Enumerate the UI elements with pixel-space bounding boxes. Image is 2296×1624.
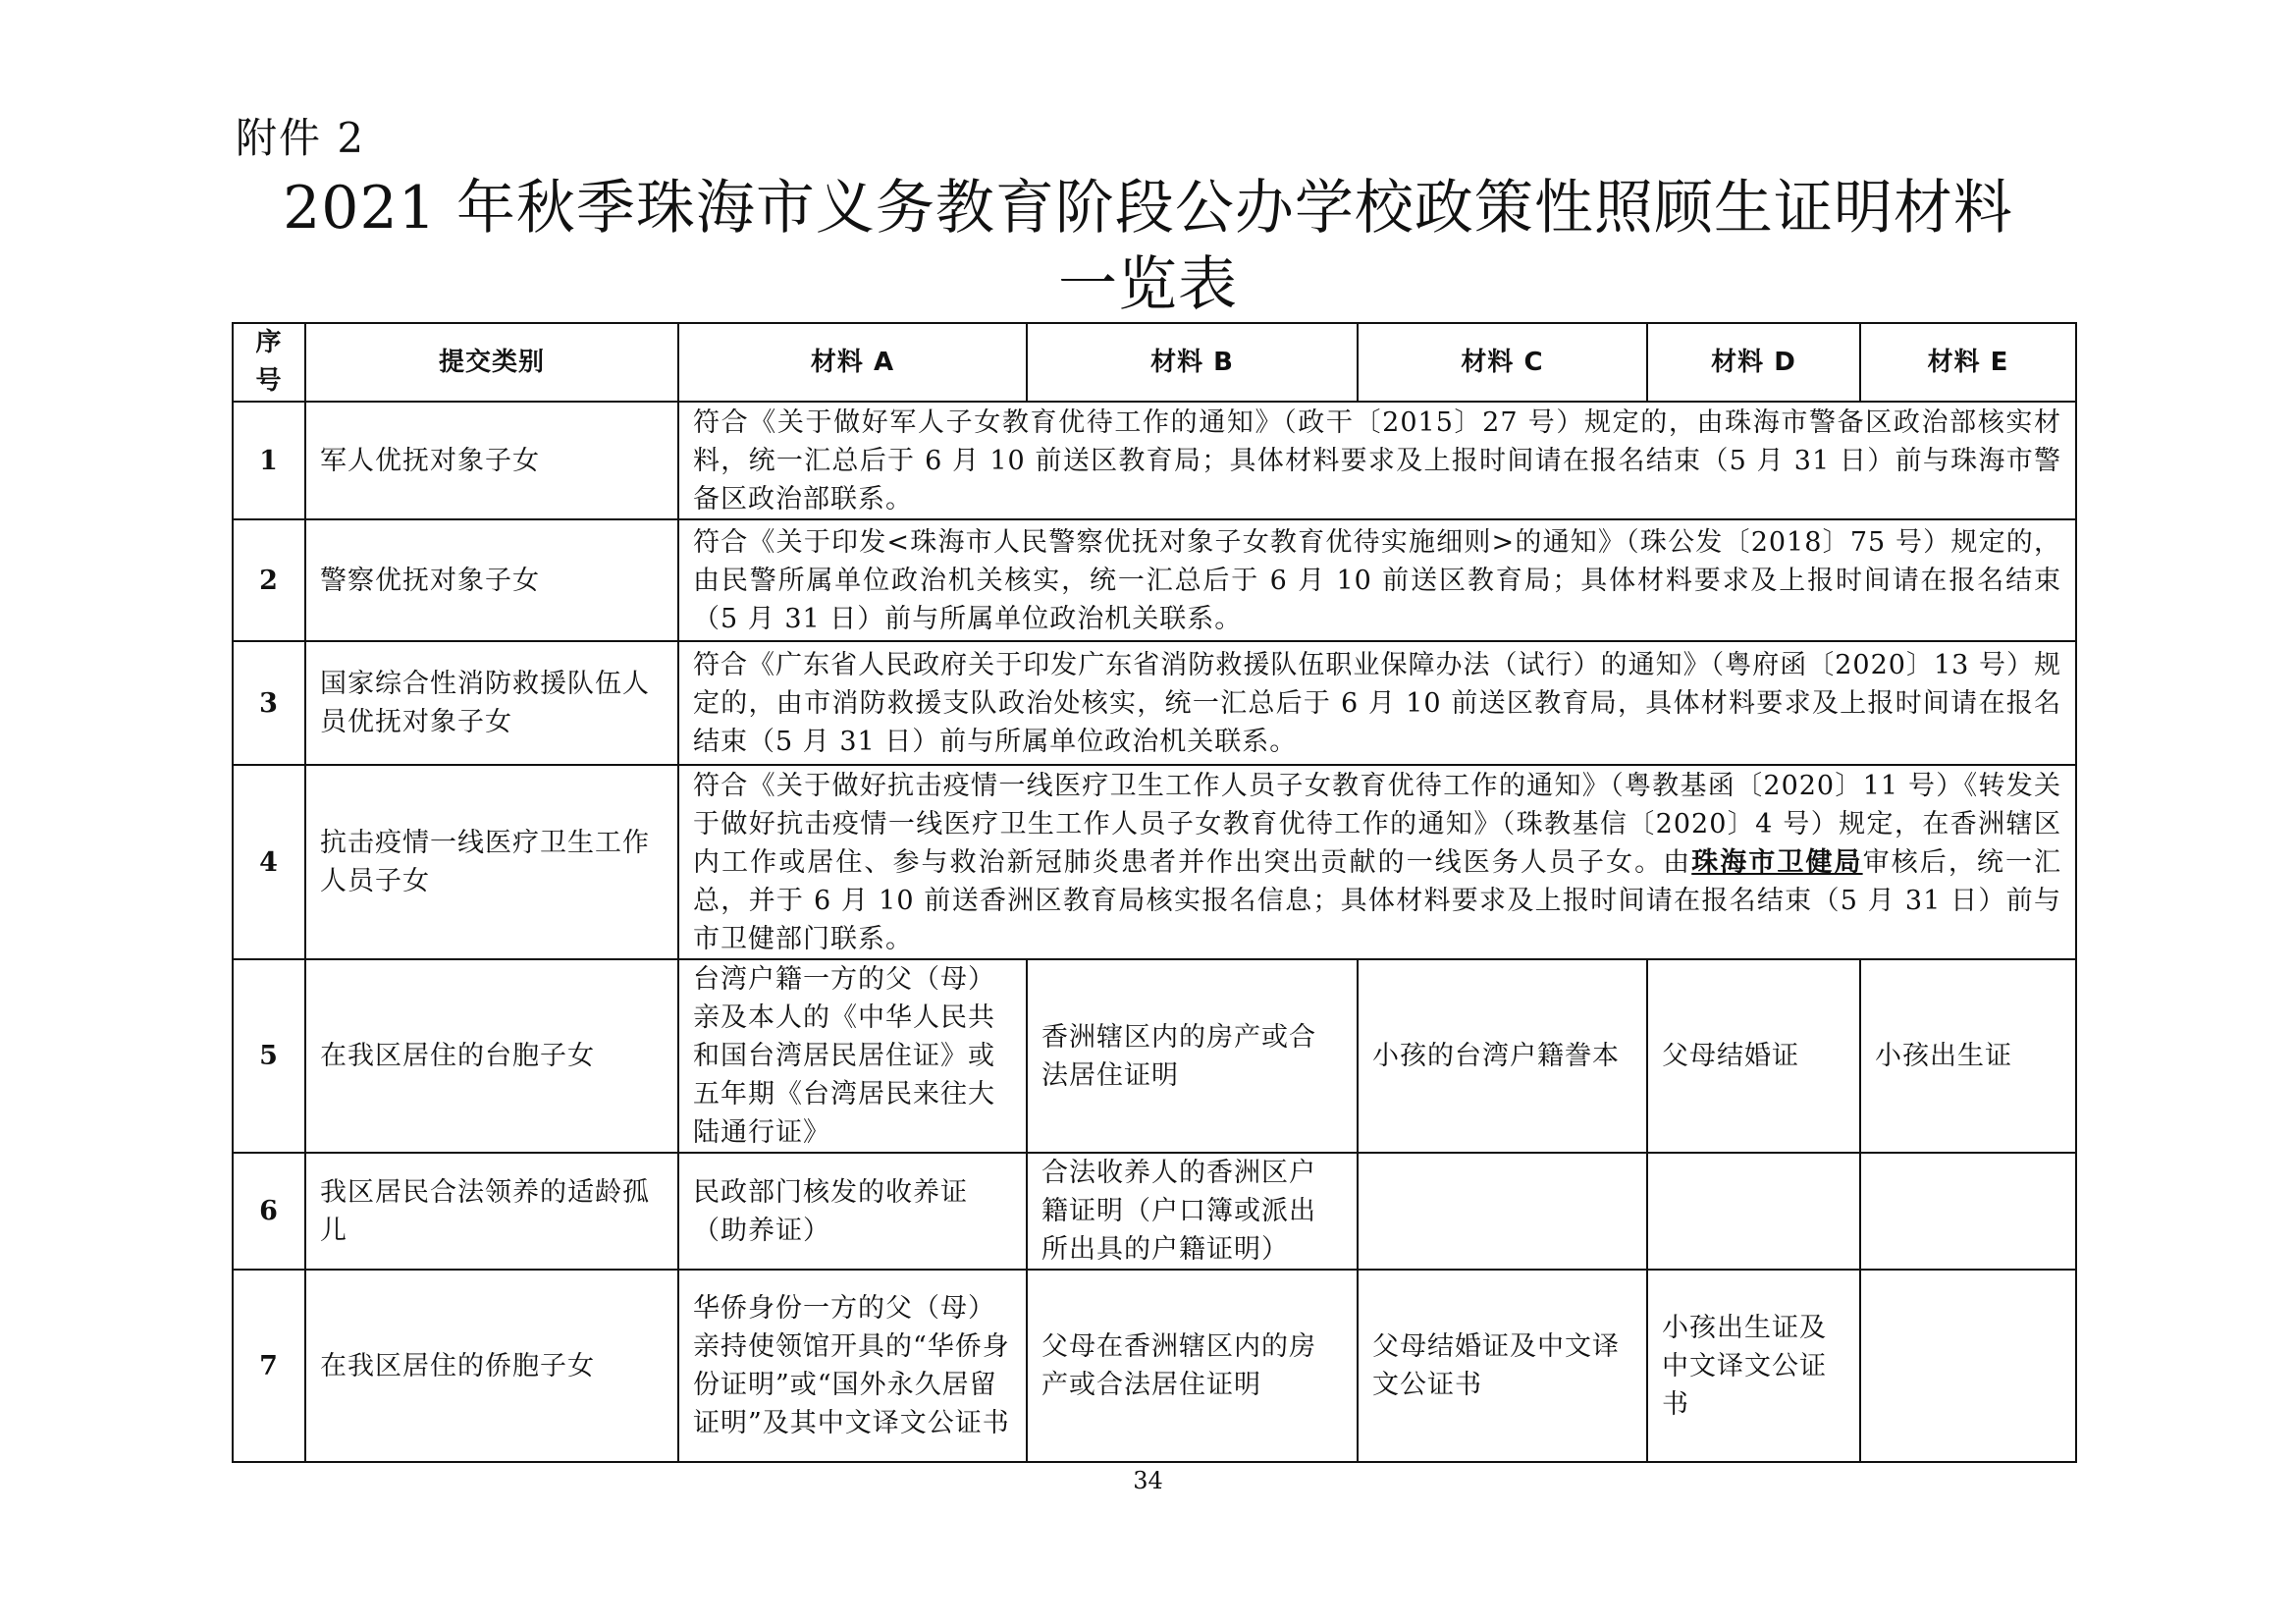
row-category: 国家综合性消防救援队伍人员优抚对象子女 — [305, 641, 678, 765]
materials-table — [232, 322, 2077, 1463]
row-merged-requirement: 符合《关于做好军人子女教育优待工作的通知》（政干〔2015〕27 号）规定的，由珠海市警备区政治部核实材料，统一汇总后于 6 月 10 前送区教育局；具体材料要求及上报时间请在报名结束（5 月 31 日）前与珠海市警备区政治部联系。 — [678, 402, 2076, 519]
table-row — [233, 1153, 2076, 1270]
header-material-c: 材料 C — [1358, 323, 1647, 402]
cell-material-d: 父母结婚证 — [1647, 959, 1860, 1153]
row-category: 我区居民合法领养的适龄孤儿 — [305, 1153, 678, 1270]
header-material-a: 材料 A — [678, 323, 1027, 402]
cell-material-a: 民政部门核发的收养证（助养证） — [678, 1153, 1027, 1270]
header-material-d: 材料 D — [1647, 323, 1860, 402]
cell-material-b: 香洲辖区内的房产或合法居住证明 — [1027, 959, 1358, 1153]
requirement-text: 符合《关于做好抗击疫情一线医疗卫生工作人员子女教育优待工作的通知》（粤教基函〔2020〕11 号）《转发关于做好抗击疫情一线医疗卫生工作人员子女教育优待工作的通知》（珠教基信〔2020〕4 号）规定，在香洲辖区内工作或居住、参与救治新冠肺炎患者并作出突出贡献的一线医务人员子女。由 — [693, 770, 2061, 878]
row-number: 2 — [233, 519, 305, 641]
authority-emphasis: 珠海市卫健局 — [1691, 846, 1863, 878]
row-number: 6 — [233, 1153, 305, 1270]
cell-material-a: 台湾户籍一方的父（母）亲及本人的《中华人民共和国台湾居民居住证》或五年期《台湾居民来往大陆通行证》 — [678, 959, 1027, 1153]
row-merged-requirement — [678, 765, 2076, 959]
page-number: 34 — [1133, 1467, 1163, 1494]
cell-material-c: 父母结婚证及中文译文公证书 — [1358, 1270, 1647, 1462]
document-title-line2: 一览表 — [1058, 250, 1238, 319]
cell-material-e: 小孩出生证 — [1860, 959, 2076, 1153]
cell-material-a: 华侨身份一方的父（母）亲持使领馆开具的“华侨身份证明”或“国外永久居留证明”及其中文译文公证书 — [678, 1270, 1027, 1462]
row-number: 3 — [233, 641, 305, 765]
row-category: 军人优抚对象子女 — [305, 402, 678, 519]
row-merged-requirement: 符合《关于印发<珠海市人民警察优抚对象子女教育优待实施细则>的通知》（珠公发〔2018〕75 号）规定的，由民警所属单位政治机关核实，统一汇总后于 6 月 10 前送区教育局；具体材料要求及上报时间请在报名结束（5 月 31 日）前与所属单位政治机关联系。 — [678, 519, 2076, 641]
cell-material-c — [1358, 1153, 1647, 1270]
cell-material-b: 父母在香洲辖区内的房产或合法居住证明 — [1027, 1270, 1358, 1462]
row-merged-requirement: 符合《广东省人民政府关于印发广东省消防救援队伍职业保障办法（试行）的通知》（粤府函〔2020〕13 号）规定的，由市消防救援支队政治处核实，统一汇总后于 6 月 10 前送区教育局，具体材料要求及上报时间请在报名结束（5 月 31 日）前与所属单位政治机关联系。 — [678, 641, 2076, 765]
row-category: 在我区居住的台胞子女 — [305, 959, 678, 1153]
table-row — [233, 641, 2076, 765]
row-category: 警察优抚对象子女 — [305, 519, 678, 641]
cell-material-e — [1860, 1270, 2076, 1462]
header-material-e: 材料 E — [1860, 323, 2076, 402]
row-category: 在我区居住的侨胞子女 — [305, 1270, 678, 1462]
table-row — [233, 519, 2076, 641]
header-material-b: 材料 B — [1027, 323, 1358, 402]
row-number: 7 — [233, 1270, 305, 1462]
row-number: 4 — [233, 765, 305, 959]
table-row — [233, 765, 2076, 959]
attachment-label: 附件 2 — [236, 114, 366, 162]
table-row — [233, 959, 2076, 1153]
cell-material-c: 小孩的台湾户籍誊本 — [1358, 959, 1647, 1153]
header-no: 序号 — [233, 323, 305, 402]
cell-material-d — [1647, 1153, 1860, 1270]
header-category: 提交类别 — [305, 323, 678, 402]
row-category: 抗击疫情一线医疗卫生工作人员子女 — [305, 765, 678, 959]
document-title: 2021 年秋季珠海市义务教育阶段公办学校政策性照顾生证明材料 — [283, 174, 2013, 243]
cell-material-b: 合法收养人的香洲区户籍证明（户口簿或派出所出具的户籍证明） — [1027, 1153, 1358, 1270]
table-row — [233, 1270, 2076, 1462]
cell-material-d: 小孩出生证及中文译文公证书 — [1647, 1270, 1860, 1462]
row-number: 1 — [233, 402, 305, 519]
requirement-text-cont: 审核后，统一汇总，并于 6 月 10 前送香洲区教育局核实报名信息；具体材料要求及上报时间请在报名结束（5 月 31 日）前与市卫健部门联系。 — [693, 846, 2062, 954]
table-header-row — [233, 323, 2076, 402]
cell-material-e — [1860, 1153, 2076, 1270]
row-number: 5 — [233, 959, 305, 1153]
table-row — [233, 402, 2076, 519]
